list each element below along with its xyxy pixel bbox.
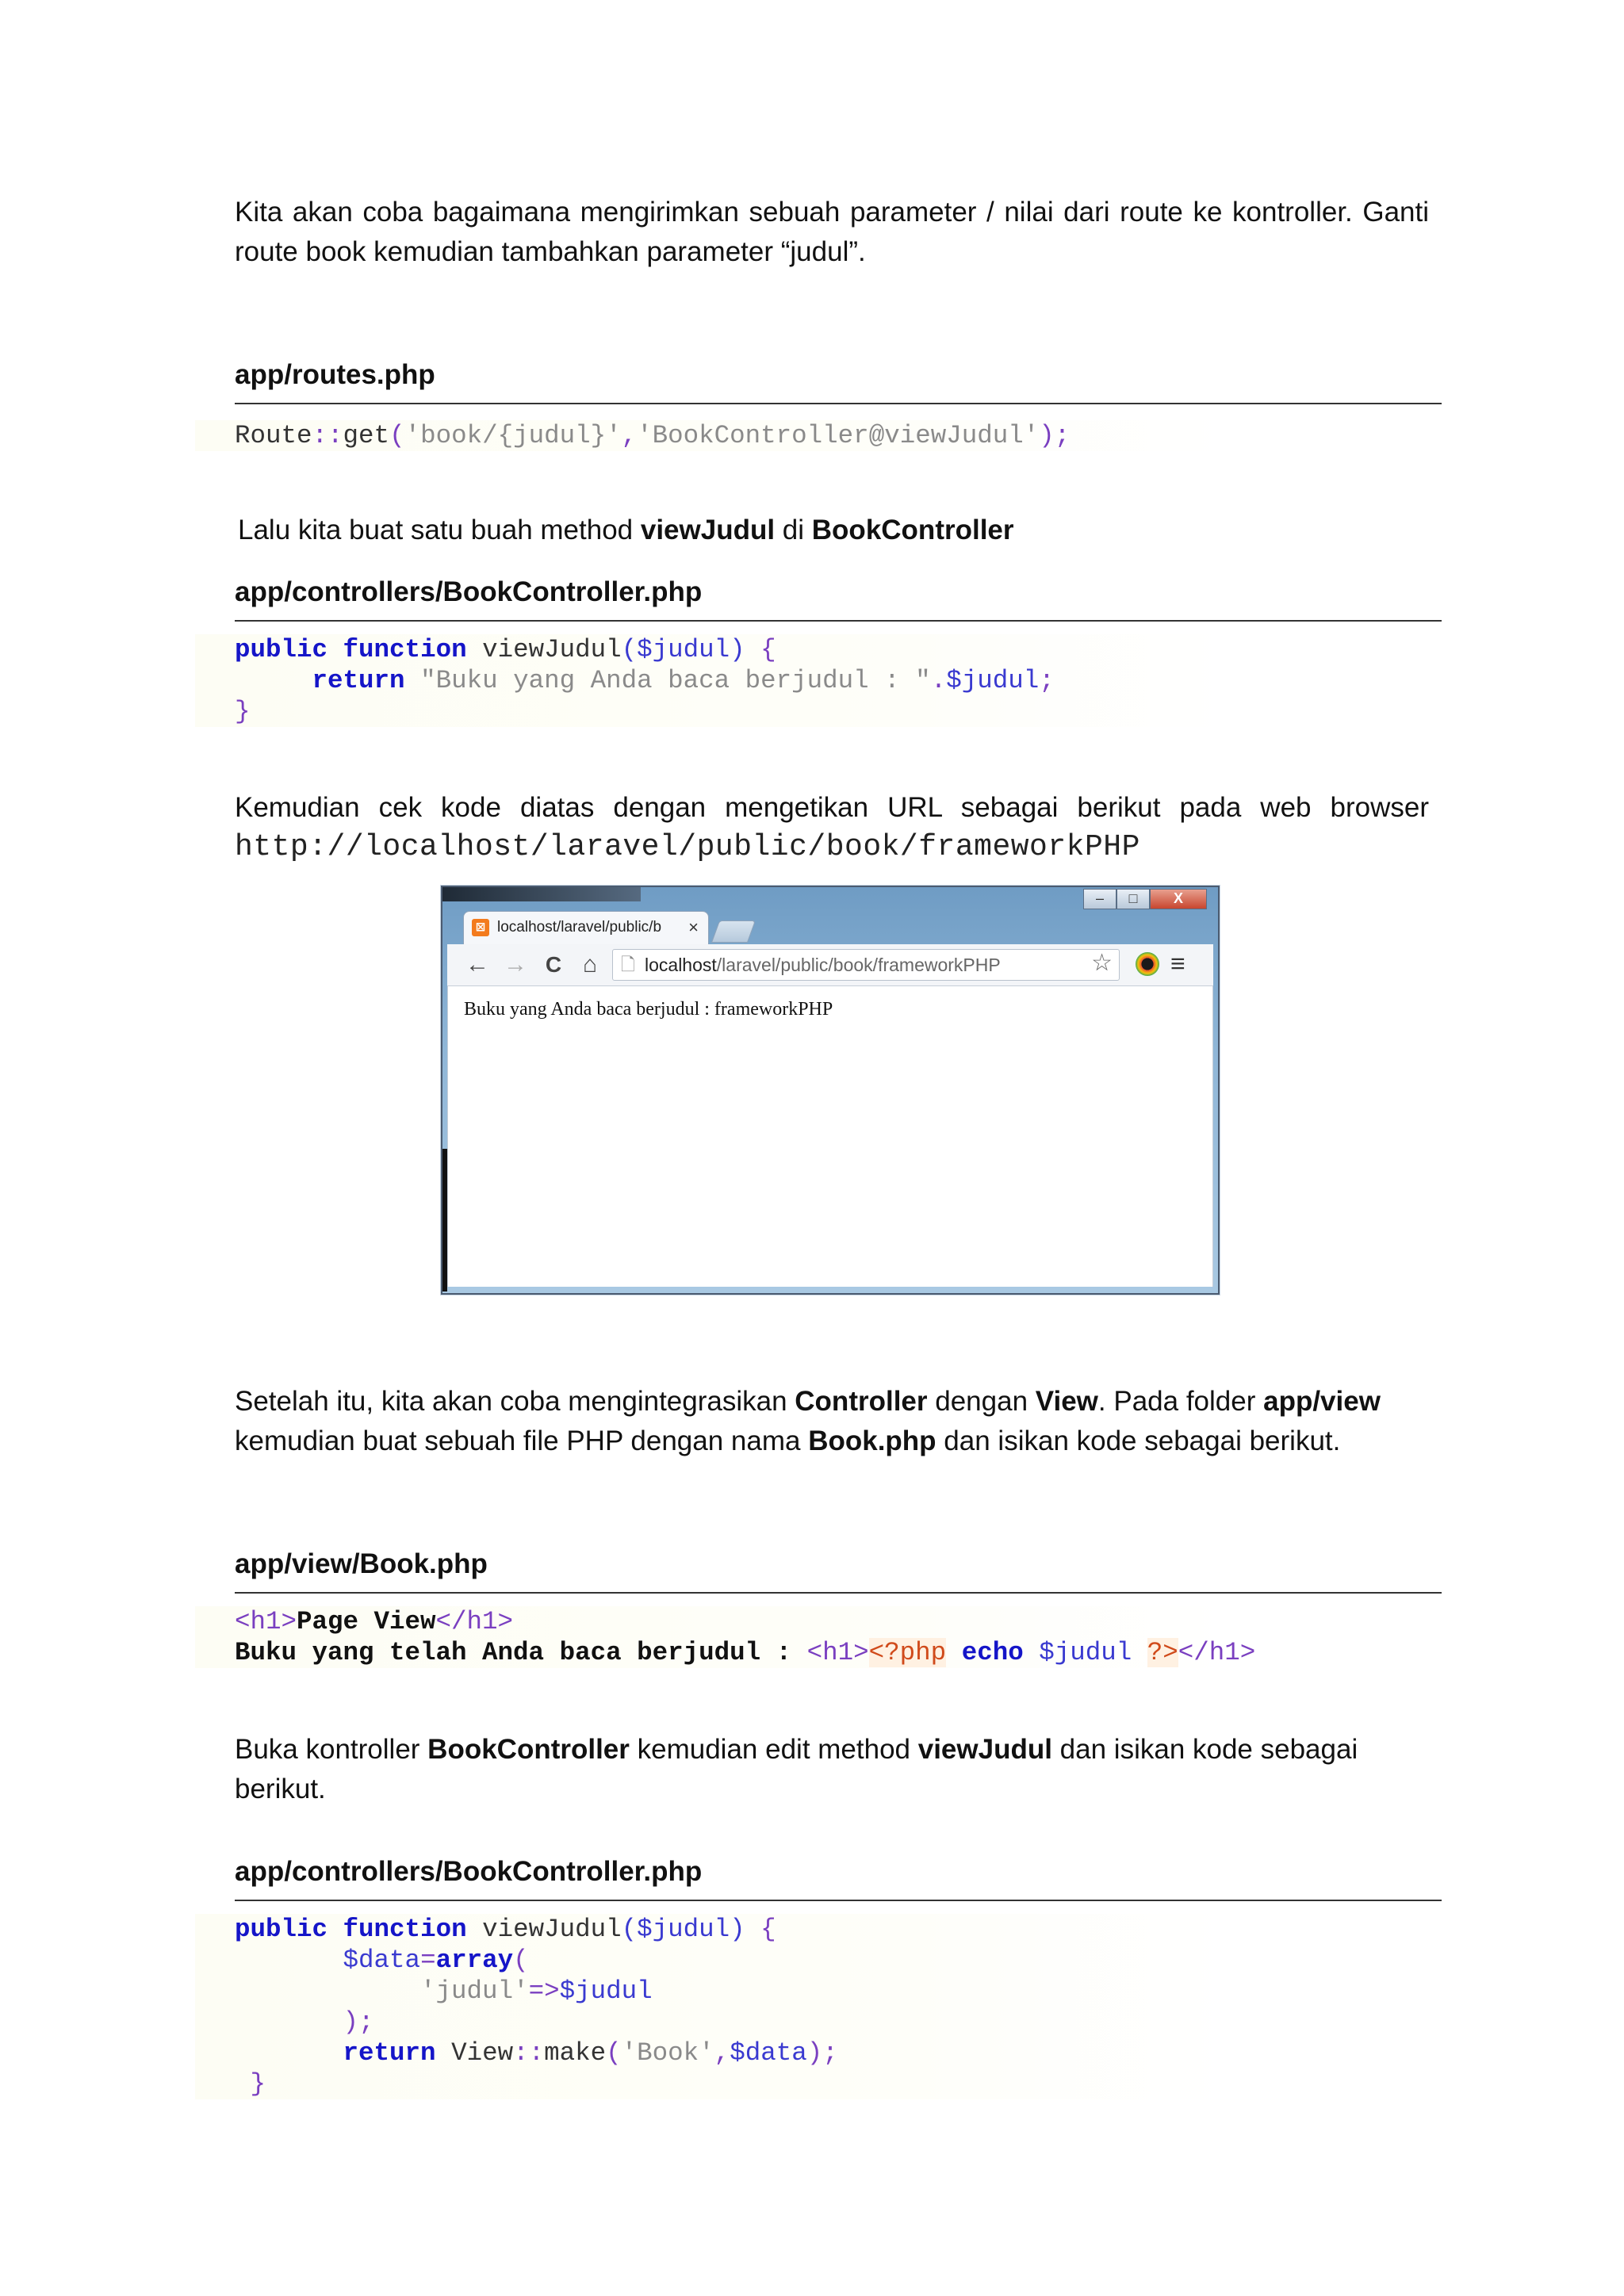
tab-close-icon[interactable]: ×	[688, 917, 699, 937]
back-icon[interactable]: ←	[465, 951, 489, 978]
address-bar[interactable]	[612, 949, 1120, 981]
url-text: http://localhost/laravel/public/book/frameworkPHP	[235, 830, 1140, 864]
method-intro-paragraph: Lalu kita buat satu buah method viewJudul di BookController	[238, 515, 1014, 545]
minimize-button[interactable]: –	[1083, 889, 1116, 909]
home-icon[interactable]: ⌂	[582, 951, 598, 978]
address-host: localhost	[645, 955, 717, 975]
view-code-block	[195, 1606, 1256, 1668]
window-frame-shade	[442, 887, 641, 901]
bookmark-star-icon[interactable]: ☆	[1091, 950, 1113, 976]
check-url-paragraph: Kemudian cek kode diatas dengan mengetikan URL sebagai berikut pada web browser	[235, 792, 1429, 823]
browser-viewport	[447, 986, 1213, 1287]
controller-code-block-2	[195, 1914, 1226, 2099]
maximize-button[interactable]: □	[1116, 889, 1150, 909]
page-icon: 🗋	[621, 955, 635, 974]
view-code-line-2: Buku yang telah Anda baca berjudul : <h1><?php echo $judul ?></h1>	[235, 1638, 1256, 1667]
code2-line-1: public function viewJudul($judul) {	[235, 1915, 776, 1944]
intro-line-1: Kita akan coba bagaimana mengirimkan sebuah parameter / nilai dari route ke kontroller. Ganti	[235, 197, 1429, 228]
browser-tab[interactable]	[463, 911, 709, 944]
window-controls	[1083, 889, 1207, 909]
code2-line-4: );	[343, 2007, 374, 2037]
edit-method-paragraph: Buka kontroller BookController kemudian edit method viewJudul dan isikan kode sebagai berikut.	[235, 1734, 1358, 1804]
address-path: /laravel/public/book/frameworkPHP	[716, 955, 1001, 975]
controller-file-heading: app/controllers/BookController.php	[235, 572, 1442, 622]
xampp-icon: ⊠	[472, 919, 489, 936]
reload-icon[interactable]: C	[545, 952, 562, 977]
code2-line-3: 'judul'=>$judul	[420, 1976, 653, 2006]
browser-toolbar	[447, 944, 1213, 986]
new-tab-button[interactable]	[711, 920, 756, 943]
view-code-line-1: <h1>Page View</h1>	[235, 1607, 514, 1636]
close-window-button[interactable]: X	[1150, 889, 1207, 909]
view-intro-line-1: Setelah itu, kita akan coba mengintegrasikan Controller dengan View. Pada folder app/view	[235, 1386, 1381, 1417]
view-file-heading: app/view/Book.php	[235, 1544, 1442, 1594]
routes-code-line: Route::get('book/{judul}','BookController@viewJudul');	[235, 421, 1071, 450]
browser-screenshot	[441, 886, 1220, 1295]
url-line	[235, 826, 1429, 867]
routes-file-heading: app/routes.php	[235, 355, 1442, 404]
menu-icon[interactable]: ≡	[1170, 949, 1185, 978]
view-intro-line-2: kemudian buat sebuah file PHP dengan nama Book.php dan isikan kode sebagai berikut.	[235, 1425, 1341, 1456]
forward-icon[interactable]: →	[504, 951, 527, 978]
code-line-3: }	[235, 697, 251, 726]
controller-file-heading-2: app/controllers/BookController.php	[235, 1852, 1442, 1901]
code-line-2: return "Buku yang Anda baca berjudul : ".$judul;	[312, 666, 1055, 695]
code2-line-2: $data=array(	[343, 1946, 529, 1975]
tab-title: localhost/laravel/public/b	[497, 919, 662, 936]
extension-icon[interactable]	[1136, 952, 1159, 976]
code2-line-6: }	[250, 2069, 266, 2099]
code-line-1: public function viewJudul($judul) {	[235, 635, 776, 664]
page-output-text: Buku yang Anda baca berjudul : frameworkPHP	[464, 999, 833, 1020]
intro-line-2: route book kemudian tambahkan parameter “judul”.	[235, 236, 866, 267]
routes-code-block	[195, 420, 1226, 451]
controller-code-block	[195, 634, 1226, 727]
code2-line-5: return View::make('Book',$data);	[343, 2038, 838, 2068]
